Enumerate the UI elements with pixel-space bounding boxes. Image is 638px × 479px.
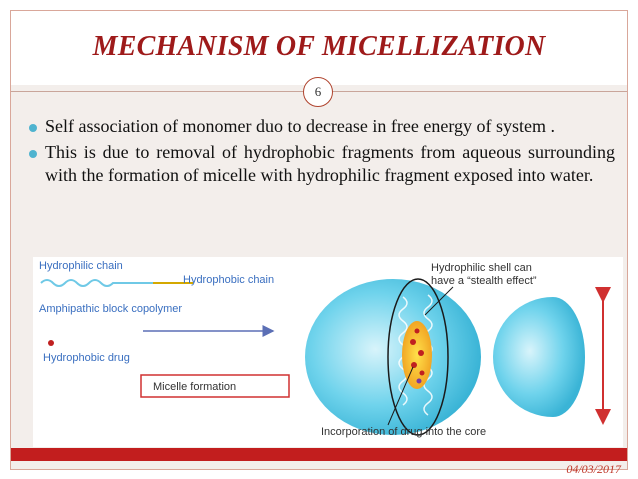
bullet-item [25, 115, 615, 138]
drug-particle [411, 362, 417, 368]
drug-particle [410, 339, 416, 345]
page-number-badge: 6 [303, 77, 333, 107]
title-band [11, 11, 627, 85]
drug-particle [420, 371, 425, 376]
bullet-list [25, 115, 615, 190]
micelle-diagram-svg [33, 257, 623, 447]
slide-date: 04/03/2017 [566, 462, 621, 476]
drug-label: Hydrophobic drug [43, 352, 130, 364]
drug-dot-icon [48, 340, 54, 346]
hydrophilic-chain-icon [41, 280, 153, 286]
incorporation-label: Incorporation of drug into the core [321, 426, 487, 438]
shell-label-line1: Hydrophilic shell can [431, 262, 532, 274]
bullet-dot-icon [29, 150, 37, 158]
shell-label-line2: have a “stealth effect” [431, 275, 537, 287]
hydrophilic-chain-label: Hydrophilic chain [39, 260, 123, 272]
drug-particle [417, 379, 422, 384]
bullet-dot-icon [29, 124, 37, 132]
slide-frame [10, 10, 628, 476]
footer-bar [11, 448, 627, 461]
copolymer-label: Amphipathic block copolymer [39, 303, 183, 315]
hydrophobic-chain-label: Hydrophobic chain [183, 274, 275, 286]
micelle-formation-label: Micelle formation [153, 381, 237, 393]
bullet-item [25, 141, 615, 187]
drug-particle [415, 329, 420, 334]
drug-particle [418, 350, 424, 356]
micelle-diagram [33, 257, 623, 447]
bullet-text: This is due to removal of hydrophobic fragments from aqueous surrounding with the formation of micelle with hydrophilic fragment exposed into water. [45, 142, 615, 185]
micelle-sphere [305, 279, 481, 435]
half-sphere [493, 297, 585, 417]
bullet-text: Self association of monomer duo to decrease in free energy of system . [45, 116, 556, 136]
slide-title: MECHANISM OF MICELLIZATION [92, 31, 546, 62]
